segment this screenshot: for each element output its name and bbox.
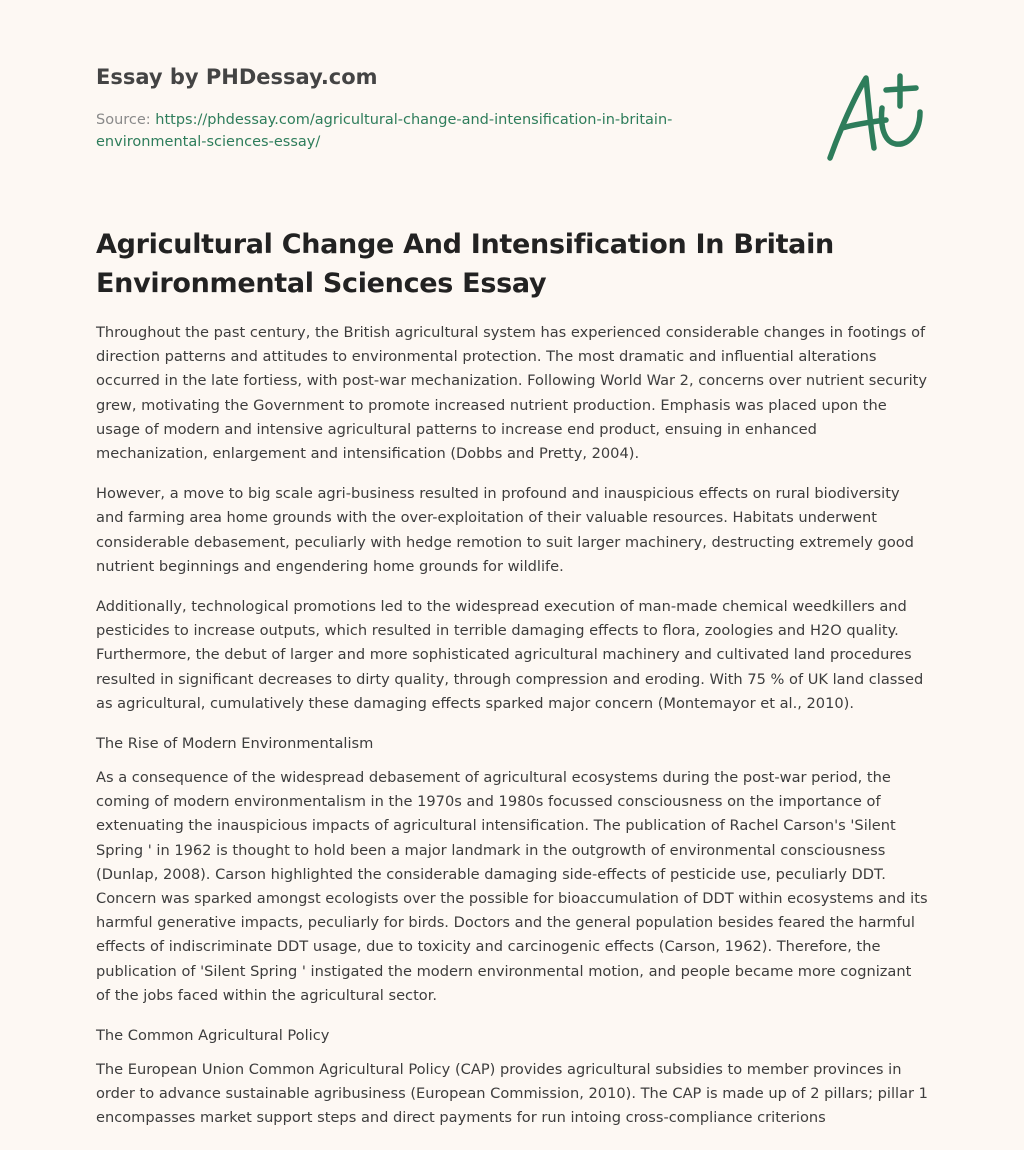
paragraph-5: The European Union Common Agricultural Policy (CAP) provides agricultural subsidies to member provinces in order to advance sustainable agribusiness (European Commission, 2010). The CAP is made up of 2 pillars; pillar 1 encompasses market support steps and direct payments for run intoing cross-compliance criterions [96, 1061, 928, 1127]
source-link-line2: environmental-sciences-essay/ [96, 134, 321, 150]
source-line [96, 109, 716, 153]
paragraph-3: Additionally, technological promotions led to the widespread execution of man-made chemical weedkillers and pesticides to increase outputs, which resulted in terrible damaging effects to flora, zoologies and H2O quality. Furthermore, the debut of larger and more sophisticated agricultural machinery and cultivated land procedures resulted in significant decreases to dirty quality, through compression and eroding. With 75 % of UK land classed as agricultural, cumulatively these damaging effects sparked major concern (Montemayor et al., 2010). [96, 598, 924, 712]
section-heading-modern-environmentalism: The Rise of Modern Environmentalism [96, 735, 374, 753]
paragraph-2: However, a move to big scale agri-business resulted in profound and inauspicious effects on rural biodiversity and farming area home grounds with the over-exploitation of their valuable resources. Habitats underwent considerable debasement, peculiarly with hedge remotion to suit larger machinery, destructing extremely good nutrient beginnings and engendering home grounds for wildlife. [96, 485, 914, 575]
section-heading-common-agricultural-policy: The Common Agricultural Policy [96, 1027, 330, 1045]
source-link-line1: https://phdessay.com/agricultural-change-and-intensification-in-britain- [155, 112, 673, 128]
source-link[interactable] [96, 112, 672, 150]
site-title: Essay by PHDessay.com [96, 65, 378, 89]
essay-article [96, 225, 930, 1147]
page-header [96, 62, 796, 153]
paragraph-4: As a consequence of the widespread debasement of agricultural ecosystems during the post-war period, the coming of modern environmentalism in the 1970s and 1980s focussed consciousness on the importance of extenuating the inauspicious impacts of agricultural intensification. The publication of Rachel Carson's 'Silent Spring ' in 1962 is thought to hold been a major landmark in the outgrowth of environmental consciousness (Dunlap, 2008). Carson highlighted the considerable damaging side-effects of pesticide use, peculiarly DDT. Concern was sparked amongst ecologists over the possible for bioaccumulation of DDT within ecosystems and its harmful generative impacts, peculiarly for birds. Doctors and the general population besides feared the harmful effects of indiscriminate DDT usage, due to toxicity and carcinogenic effects (Carson, 1962). Therefore, the publication of 'Silent Spring ' instigated the modern environmental motion, and people became more cognizant of the jobs faced within the agricultural sector. [96, 769, 928, 1004]
paragraph-1: Throughout the past century, the British agricultural system has experienced considerable changes in footings of direction patterns and attitudes to environmental protection. The most dramatic and influential alterations occurred in the late fortiess, with post-war mechanization. Following World War 2, concerns over nutrient security grew, motivating the Government to promote increased nutrient production. Emphasis was placed upon the usage of modern and intensive agricultural patterns to increase end product, ensuing in enhanced mechanization, enlargement and intensification (Dobbs and Pretty, 2004). [96, 324, 927, 463]
a-plus-logo-icon [822, 68, 928, 164]
essay-title: Agricultural Change And Intensification In Britain Environmental Sciences Essay [96, 229, 834, 299]
source-label: Source: [96, 112, 151, 128]
